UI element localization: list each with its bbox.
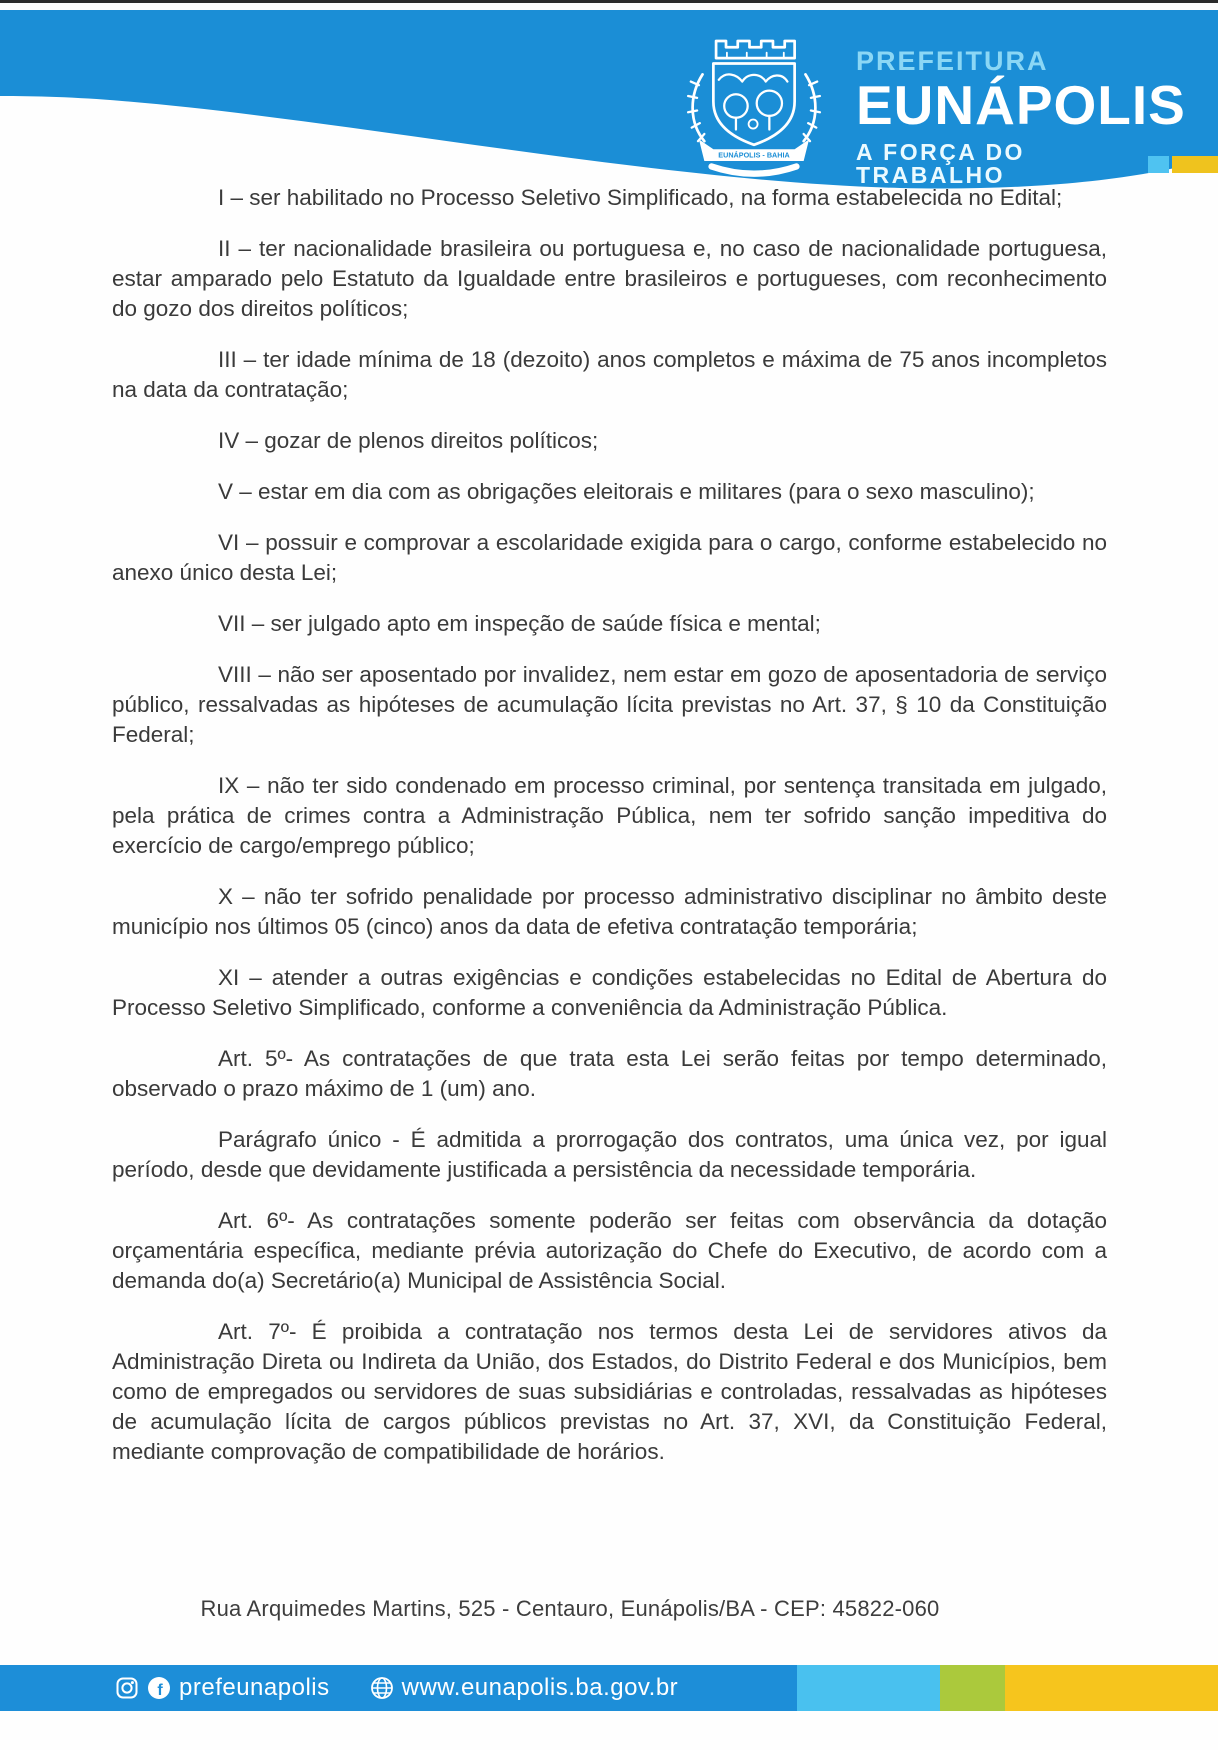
- header-brand-block: [856, 48, 1218, 187]
- footer-yellow-segment: [1005, 1665, 1218, 1711]
- tagline-yellow-chip: [1172, 156, 1218, 173]
- facebook-icon: [147, 1676, 171, 1700]
- globe-icon: [370, 1676, 394, 1700]
- logo-ribbon-text: EUNÁPOLIS - BAHIA: [718, 150, 790, 160]
- paragraph-item-v: V – estar em dia com as obrigações eleitorais e militares (para o sexo masculino);: [218, 479, 1035, 504]
- paragraph-item-ix: IX – não ter sido condenado em processo criminal, por sentença transitada em julgado, pela prática de crimes contra a Administração Pública, nem ter sofrido sanção impeditiva do exercício de cargo/emprego público;: [112, 773, 1107, 858]
- paragraph-item-vi: VI – possuir e comprovar a escolaridade exigida para o cargo, conforme estabelecido no anexo único desta Lei;: [112, 530, 1107, 585]
- paragraph-item-ii: II – ter nacionalidade brasileira ou portuguesa e, no caso de nacionalidade portuguesa, estar amparado pelo Estatuto da Igualdade entre brasileiros e portugueses, com reconhecimento do gozo dos direitos políticos;: [112, 236, 1107, 321]
- paragraph-item-xi: XI – atender a outras exigências e condições estabelecidas no Edital de Abertura do Processo Seletivo Simplificado, conforme a conveniência da Administração Pública.: [112, 965, 1107, 1020]
- paragraph-item-iii: III – ter idade mínima de 18 (dezoito) anos completos e máxima de 75 anos incompletos na data da contratação;: [112, 347, 1107, 402]
- paragraph-paragrafo-unico: Parágrafo único - É admitida a prorrogação dos contratos, uma única vez, por igual período, desde que devidamente justificada a persistência da necessidade temporária.: [112, 1127, 1107, 1182]
- footer-address: Rua Arquimedes Martins, 525 - Centauro, Eunápolis/BA - CEP: 45822-060: [200, 1596, 940, 1621]
- brand-tagline: A FORÇA DO TRABALHO: [856, 139, 1025, 188]
- paragraph-art-6: Art. 6º- As contratações somente poderão ser feitas com observância da dotação orçamentária específica, mediante prévia autorização do Chefe do Executivo, de acordo com a demanda do(a) Secretário(a) Municipal de Assistência Social.: [112, 1208, 1107, 1293]
- brand-city-name: EUNÁPOLIS: [856, 74, 1186, 136]
- footer-bar: [0, 1665, 1218, 1711]
- instagram-icon: [115, 1676, 139, 1700]
- footer-blue-segment: [0, 1665, 797, 1711]
- paragraph-item-i: I – ser habilitado no Processo Seletivo Simplificado, na forma estabelecida no Edital;: [218, 185, 1063, 210]
- document-body: [112, 183, 1107, 1488]
- paragraph-item-iv: IV – gozar de plenos direitos políticos;: [218, 428, 599, 453]
- paragraph-item-vii: VII – ser julgado apto em inspeção de saúde física e mental;: [218, 611, 821, 636]
- website-url-text: www.eunapolis.ba.gov.br: [401, 1674, 679, 1701]
- paragraph-item-x: X – não ter sofrido penalidade por processo administrativo disciplinar no âmbito deste município nos últimos 05 (cinco) anos da data de efetiva contratação temporária;: [112, 884, 1107, 939]
- paragraph-art-7: Art. 7º- É proibida a contratação nos termos desta Lei de servidores ativos da Administração Direta ou Indireta da União, dos Estados, do Distrito Federal e dos Municípios, bem como de empregados ou servidores de suas subsidiárias e controladas, ressalvadas as hipóteses de acumulação lícita de cargos públicos previstas no Art. 37, XVI, da Constituição Federal, mediante comprovação de compatibilidade de horários.: [112, 1319, 1107, 1464]
- brand-prefeitura-label: PREFEITURA: [856, 46, 1049, 76]
- footer-social-row: [115, 1674, 678, 1702]
- footer-cyan-segment: [797, 1665, 940, 1711]
- footer-green-segment: [940, 1665, 1005, 1711]
- svg-text:f: f: [157, 1682, 163, 1699]
- social-handle-text: prefeunapolis: [179, 1674, 330, 1701]
- paragraph-item-viii: VIII – não ser aposentado por invalidez, nem estar em gozo de aposentadoria de serviço público, ressalvadas as hipóteses de acumulação lícita previstas no Art. 37, § 10 da Constituição Federal;: [112, 662, 1107, 747]
- eunapolis-coat-of-arms-logo: [648, 22, 860, 180]
- tagline-cyan-chip: [1148, 156, 1169, 173]
- paragraph-art-5: Art. 5º- As contratações de que trata esta Lei serão feitas por tempo determinado, observado o prazo máximo de 1 (um) ano.: [112, 1046, 1107, 1101]
